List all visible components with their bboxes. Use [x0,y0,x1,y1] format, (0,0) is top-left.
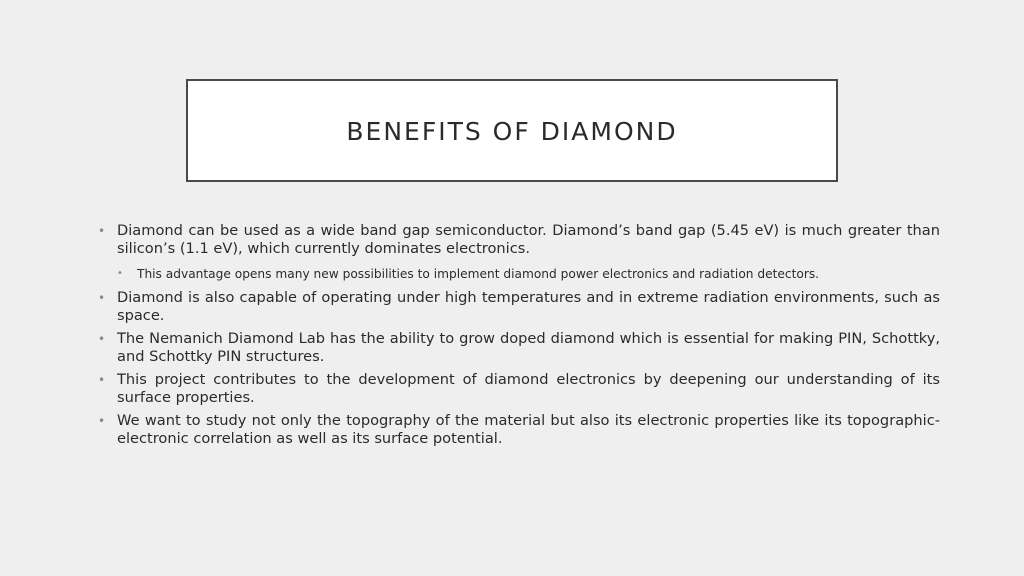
sub-bullet-text: This advantage opens many new possibilities to implement diamond power electronics and radiation detectors. [137,267,820,281]
bullet-item [98,222,940,258]
slide-body [98,222,940,453]
bullet-text: Diamond is also capable of operating under high temperatures and in extreme radiation environments, such as space. [117,289,940,324]
bullet-text: The Nemanich Diamond Lab has the ability to grow doped diamond which is essential for making PIN, Schottky, and Schottky PIN structures. [117,330,940,365]
slide-title: BENEFITS OF DIAMOND [346,117,678,146]
bullet-dot-icon: • [98,414,106,428]
bullet-text: This project contributes to the development of diamond electronics by deepening our understanding of its surface properties. [117,371,940,406]
bullet-item [98,412,940,448]
sub-bullet-dot-icon: • [117,268,123,279]
bullet-item [98,289,940,325]
bullet-dot-icon: • [98,332,106,346]
bullet-text: Diamond can be used as a wide band gap semiconductor. Diamond’s band gap (5.45 eV) is much greater than silicon’s (1.1 eV), which currently dominates electronics. [117,222,940,257]
bullet-dot-icon: • [98,291,106,305]
bullet-list [98,222,940,448]
bullet-dot-icon: • [98,224,106,238]
bullet-dot-icon: • [98,373,106,387]
bullet-text: We want to study not only the topography of the material but also its electronic properties like its topographic-electronic correlation as well as its surface potential. [117,412,940,447]
bullet-item [98,330,940,366]
bullet-item [98,371,940,407]
title-box [186,79,838,182]
sub-bullet-item [98,266,940,282]
